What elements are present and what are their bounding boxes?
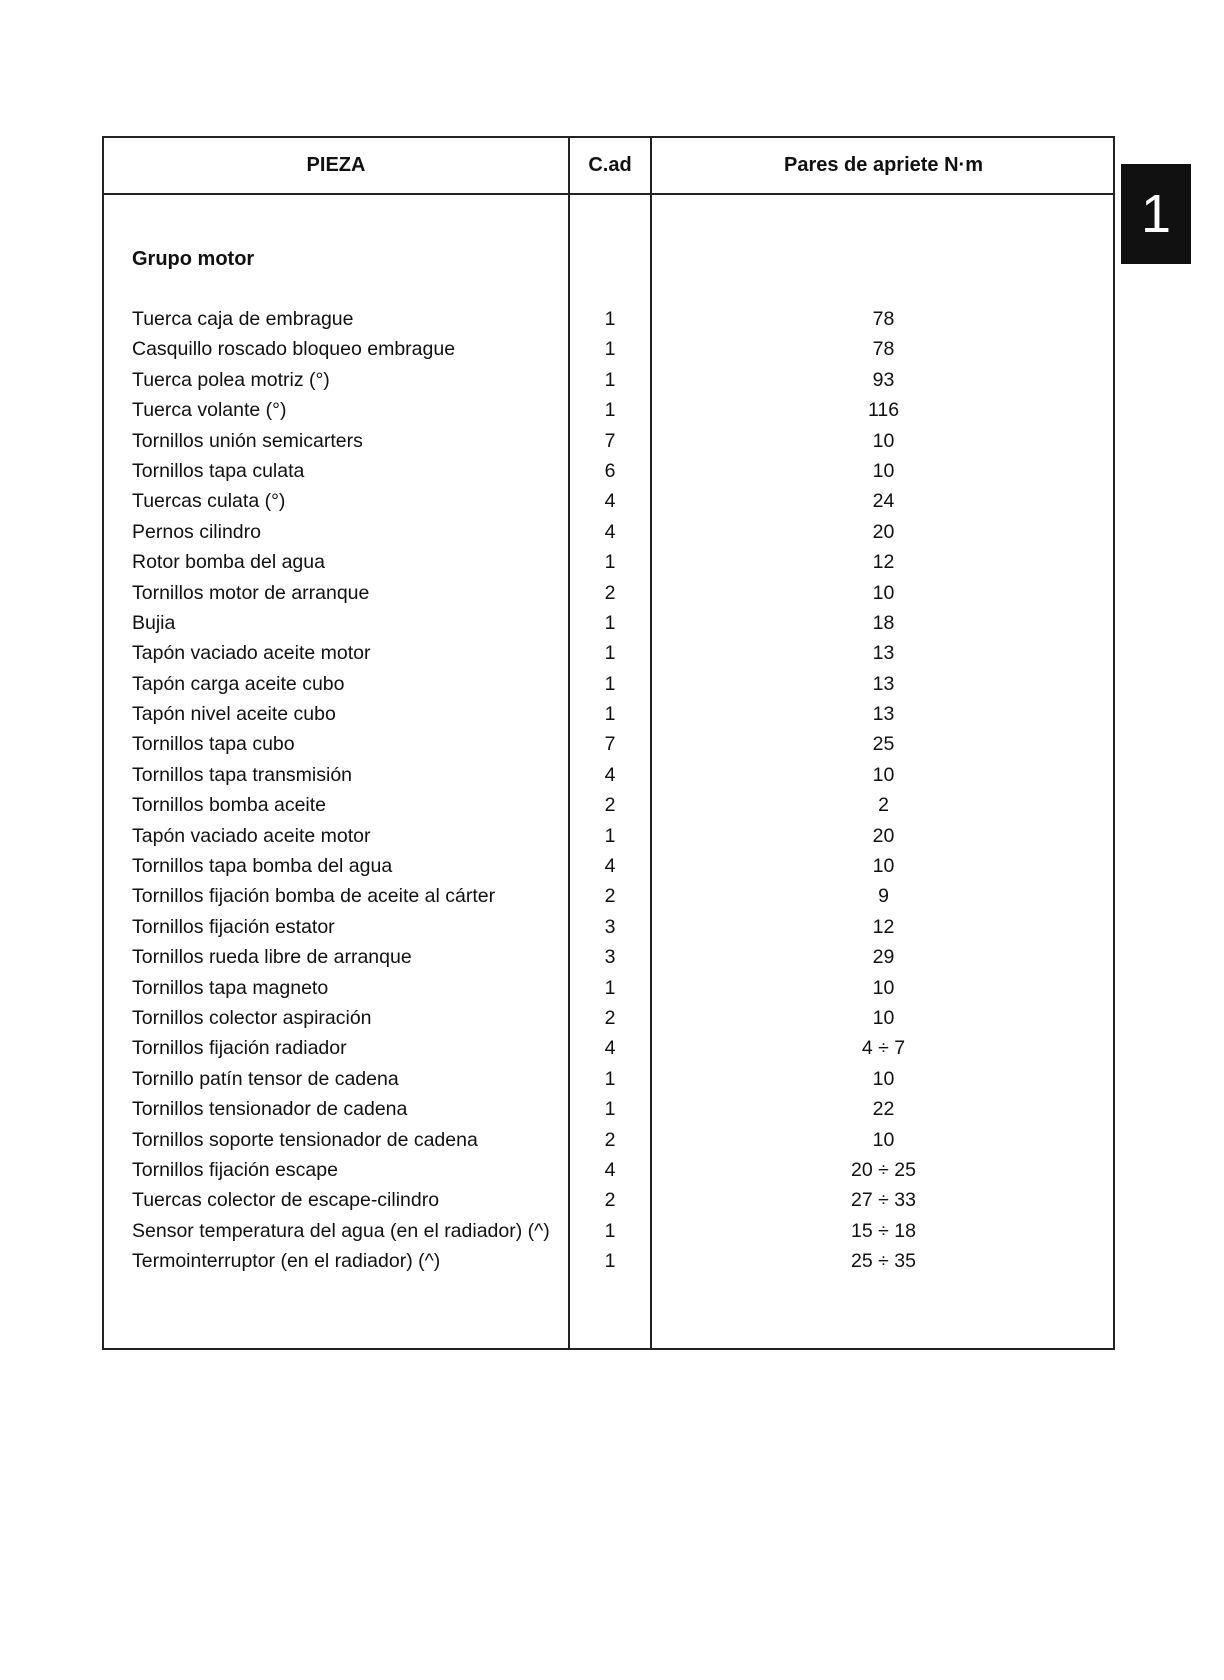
row-qty: 2	[604, 1128, 616, 1151]
row-torque: 18	[872, 611, 895, 634]
header-qty: C.ad	[588, 154, 632, 176]
row-qty: 1	[604, 551, 616, 574]
row-torque: 22	[872, 1098, 895, 1121]
torque-table	[102, 136, 1115, 1350]
row-torque: 93	[872, 368, 895, 391]
row-torque: 10	[872, 1128, 895, 1151]
row-name: Sensor temperatura del agua (en el radiador) (^)	[132, 1219, 550, 1242]
table-body	[104, 304, 1113, 1277]
row-qty: 1	[604, 824, 616, 847]
row-name: Tornillos tapa bomba del agua	[132, 855, 393, 878]
table-row	[104, 1155, 1113, 1185]
row-qty: 7	[604, 429, 616, 452]
table-row	[104, 334, 1113, 364]
table-row	[104, 517, 1113, 547]
row-qty: 4	[604, 855, 616, 878]
row-torque: 12	[872, 915, 895, 938]
table-row	[104, 1094, 1113, 1124]
row-torque: 25 ÷ 35	[851, 1250, 916, 1273]
row-name: Tapón carga aceite cubo	[132, 672, 345, 695]
row-name: Tornillos fijación escape	[132, 1158, 338, 1181]
table-row	[104, 578, 1113, 608]
table-row	[104, 456, 1113, 486]
table-row	[104, 1246, 1113, 1276]
table-row	[104, 881, 1113, 911]
table-row	[104, 1185, 1113, 1215]
row-qty: 2	[604, 1006, 616, 1029]
row-torque: 78	[872, 338, 895, 361]
row-torque: 2	[878, 794, 889, 817]
header-torque: Pares de apriete N·m	[784, 154, 983, 176]
row-torque: 20	[872, 824, 895, 847]
row-qty: 1	[604, 338, 616, 361]
row-torque: 13	[872, 642, 895, 665]
group-title: Grupo motor	[132, 248, 255, 270]
row-qty: 1	[604, 308, 616, 330]
table-row	[104, 638, 1113, 668]
row-qty: 1	[604, 368, 616, 391]
table-row	[104, 1064, 1113, 1094]
row-name: Tornillos fijación bomba de aceite al cárter	[132, 885, 496, 908]
table-header	[104, 138, 1113, 195]
table-row	[104, 1003, 1113, 1033]
table-row	[104, 486, 1113, 516]
row-name: Tornillos fijación radiador	[132, 1037, 347, 1060]
row-torque: 20 ÷ 25	[851, 1158, 916, 1181]
row-name: Tornillos tapa cubo	[132, 733, 295, 756]
row-name: Tuerca volante (°)	[132, 399, 287, 422]
row-name: Tuercas culata (°)	[132, 490, 286, 513]
row-name: Pernos cilindro	[132, 520, 261, 543]
row-qty: 6	[604, 459, 616, 482]
row-qty: 2	[604, 885, 616, 908]
row-torque: 10	[872, 855, 895, 878]
row-torque: 116	[867, 399, 900, 422]
row-qty: 1	[604, 672, 616, 695]
row-name: Termointerruptor (en el radiador) (^)	[132, 1250, 441, 1273]
row-torque: 29	[872, 946, 895, 969]
row-torque: 13	[872, 703, 895, 726]
row-torque: 13	[872, 672, 895, 695]
row-qty: 4	[604, 763, 616, 786]
row-qty: 7	[604, 733, 616, 756]
table-row	[104, 821, 1113, 851]
row-name: Casquillo roscado bloqueo embrague	[132, 338, 456, 361]
row-name: Tornillo patín tensor de cadena	[132, 1067, 399, 1090]
row-torque: 15 ÷ 18	[851, 1219, 916, 1242]
table-row	[104, 365, 1113, 395]
row-qty: 1	[604, 1250, 616, 1273]
row-name: Tuerca caja de embrague	[132, 308, 354, 330]
table-row	[104, 699, 1113, 729]
row-name: Tapón nivel aceite cubo	[132, 703, 336, 726]
row-name: Tornillos fijación estator	[132, 915, 335, 938]
row-name: Tornillos bomba aceite	[132, 794, 327, 817]
row-torque: 12	[872, 551, 895, 574]
row-torque: 4 ÷ 7	[861, 1037, 906, 1060]
row-qty: 1	[604, 1219, 616, 1242]
row-name: Tornillos unión semicarters	[132, 429, 363, 452]
row-torque: 24	[872, 490, 895, 513]
row-name: Tornillos rueda libre de arranque	[132, 946, 412, 969]
row-qty: 1	[604, 642, 616, 665]
row-name: Rotor bomba del agua	[132, 551, 325, 574]
row-qty: 2	[604, 1189, 616, 1212]
row-name: Tornillos tensionador de cadena	[132, 1098, 408, 1121]
row-torque: 20	[872, 520, 895, 543]
row-qty: 2	[604, 581, 616, 604]
table-row	[104, 547, 1113, 577]
row-qty: 2	[604, 794, 616, 817]
row-torque: 10	[872, 429, 895, 452]
table-row	[104, 669, 1113, 699]
table-row	[104, 790, 1113, 820]
row-torque: 10	[872, 976, 895, 999]
row-torque: 10	[872, 1067, 895, 1090]
table-row	[104, 912, 1113, 942]
header-piece: PIEZA	[306, 154, 366, 176]
table-row	[104, 760, 1113, 790]
row-qty: 4	[604, 520, 616, 543]
row-name: Tapón vaciado aceite motor	[132, 824, 371, 847]
row-torque: 10	[872, 459, 895, 482]
row-qty: 4	[604, 490, 616, 513]
row-qty: 1	[604, 703, 616, 726]
table-row	[104, 395, 1113, 425]
row-name: Tornillos tapa culata	[132, 459, 305, 482]
row-qty: 4	[604, 1158, 616, 1181]
row-name: Tuercas colector de escape-cilindro	[132, 1189, 440, 1212]
table-row	[104, 851, 1113, 881]
chapter-tab: 1	[1121, 164, 1191, 264]
row-torque: 10	[872, 581, 895, 604]
row-torque: 78	[872, 308, 895, 330]
table-row	[104, 729, 1113, 759]
row-name: Tornillos colector aspiración	[132, 1006, 372, 1029]
table-row	[104, 608, 1113, 638]
row-name: Tornillos tapa magneto	[132, 976, 329, 999]
row-qty: 1	[604, 1067, 616, 1090]
table-row	[104, 1033, 1113, 1063]
table-row	[104, 942, 1113, 972]
row-qty: 4	[604, 1037, 616, 1060]
row-name: Tornillos soporte tensionador de cadena	[132, 1128, 478, 1151]
table-row	[104, 1216, 1113, 1246]
row-torque: 25	[872, 733, 895, 756]
row-name: Tornillos motor de arranque	[132, 581, 370, 604]
row-qty: 1	[604, 976, 616, 999]
row-qty: 3	[604, 915, 616, 938]
table-row	[104, 1125, 1113, 1155]
row-torque: 9	[878, 885, 889, 908]
table-row	[104, 973, 1113, 1003]
row-name: Tornillos tapa transmisión	[132, 763, 353, 786]
row-qty: 1	[604, 611, 616, 634]
row-name: Tapón vaciado aceite motor	[132, 642, 371, 665]
row-torque: 10	[872, 1006, 895, 1029]
table-row	[104, 426, 1113, 456]
row-torque: 27 ÷ 33	[851, 1189, 916, 1212]
row-qty: 1	[604, 1098, 616, 1121]
row-name: Bujia	[132, 611, 176, 634]
row-qty: 1	[604, 399, 616, 422]
row-name: Tuerca polea motriz (°)	[132, 368, 330, 391]
row-qty: 3	[604, 946, 616, 969]
table-row	[104, 304, 1113, 334]
row-torque: 10	[872, 763, 895, 786]
